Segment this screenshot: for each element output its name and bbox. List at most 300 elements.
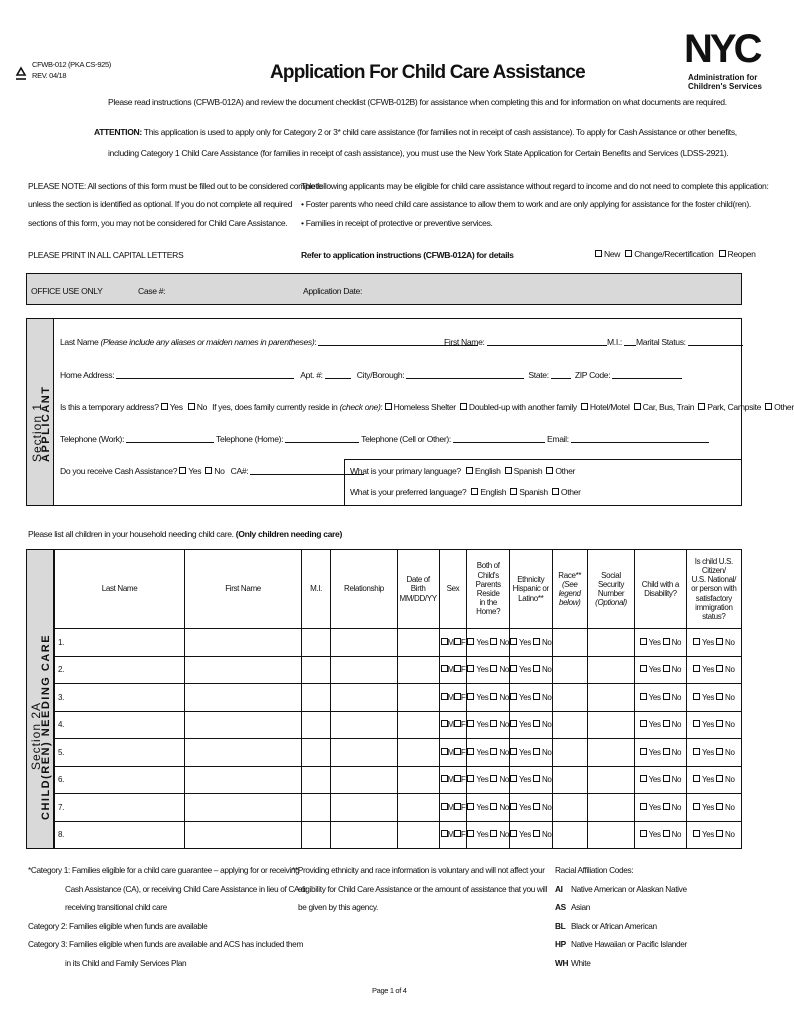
sex-m-checkbox-7[interactable] (441, 830, 448, 837)
attention-text1: This application is used to apply only for Category 2 or 3* child care assistance (for families not in receipt of cash assistance). To apply for Cash Assistance or other benefits, (143, 127, 737, 137)
cit-no-checkbox-6[interactable] (716, 803, 723, 810)
both-yes-checkbox-7[interactable] (467, 830, 474, 837)
temporary-address-row: Is this a temporary address? Yes No If yes, does family currently reside in (check one): Homeless Shelter Doubled-up with another family Hotel/Motel Car, Bus, Train Park, Campsite Other (60, 402, 794, 412)
dis-yes-checkbox-1[interactable] (640, 665, 647, 672)
child-both-parents-cell (467, 794, 510, 822)
ssn-line2: Number (597, 589, 625, 598)
homeless-shelter-label: Homeless Shelter (393, 402, 456, 412)
sex-m-label-1: M (447, 665, 454, 675)
dis-no-checkbox-6[interactable] (663, 803, 670, 810)
mi-label: M.I.: (607, 337, 622, 347)
sex-m-checkbox-4[interactable] (441, 748, 448, 755)
both-no-checkbox-0[interactable] (490, 638, 497, 645)
both-no-label-0: No (499, 637, 509, 647)
child-relationship-cell[interactable] (331, 656, 398, 684)
cit-no-label-1: No (725, 665, 735, 675)
sex-f-checkbox-0[interactable] (454, 638, 461, 645)
residence-other-label: Other (774, 402, 794, 412)
child-first-name-cell[interactable] (185, 739, 302, 767)
eth-yes-label-1: Yes (518, 665, 531, 675)
child-dob-cell[interactable] (397, 794, 439, 822)
eth-yes-label-3: Yes (518, 720, 531, 730)
ssn-line1: Social Security (597, 570, 625, 589)
cit-no-label-5: No (725, 775, 735, 785)
hotel-motel-checkbox[interactable] (581, 403, 588, 410)
child-race-cell[interactable] (552, 794, 587, 822)
dis-no-checkbox-0[interactable] (663, 638, 670, 645)
table-row (55, 794, 742, 822)
both-no-label-4: No (499, 747, 509, 757)
child-dob-cell[interactable] (397, 629, 439, 657)
dis-line2: Disability? (644, 589, 677, 598)
ethnicity-note (292, 861, 547, 917)
child-ssn-cell[interactable] (587, 821, 634, 849)
dis-yes-label-5: Yes (648, 775, 661, 785)
cit-yes-checkbox-2[interactable] (693, 693, 700, 700)
dis-yes-checkbox-6[interactable] (640, 803, 647, 810)
note-left-1: PLEASE NOTE: All sections of this form must be filled out to be considered complete (28, 181, 322, 191)
temp-no-checkbox[interactable] (188, 403, 195, 410)
table-header-row (55, 550, 742, 629)
child-last-name-cell[interactable] (55, 684, 185, 712)
agency-line1: Administration for (688, 73, 758, 82)
eth-yes-label-0: Yes (518, 637, 531, 647)
child-first-name-cell[interactable] (185, 711, 302, 739)
email-input[interactable] (571, 434, 709, 443)
sex-f-checkbox-1[interactable] (454, 665, 461, 672)
eth-no-label-7: No (541, 830, 552, 840)
section1-subtitle: APPLICANT (40, 385, 52, 462)
child-sex-cell (439, 629, 467, 657)
dis-no-label-7: No (671, 830, 682, 840)
cit-yes-checkbox-0[interactable] (693, 638, 700, 645)
sex-m-checkbox-6[interactable] (441, 803, 448, 810)
marital-row (636, 337, 743, 347)
dis-no-checkbox-5[interactable] (663, 775, 670, 782)
child-relationship-cell[interactable] (331, 684, 398, 712)
both-yes-label-3: Yes (476, 720, 489, 730)
child-relationship-cell[interactable] (331, 794, 398, 822)
city-input[interactable] (406, 370, 524, 379)
eth-yes-label-6: Yes (518, 802, 531, 812)
header-relationship: Relationship (331, 550, 398, 629)
child-citizen-cell (686, 684, 741, 712)
first-name-input[interactable] (487, 337, 607, 346)
home-address-input[interactable] (116, 370, 294, 379)
child-race-cell[interactable] (552, 629, 587, 657)
tel-home-label: Telephone (Home): (216, 434, 284, 444)
last-name-label: Last Name (60, 337, 99, 347)
header-both-parents (467, 550, 510, 629)
dis-yes-checkbox-3[interactable] (640, 720, 647, 727)
reopen-checkbox[interactable] (719, 250, 726, 257)
cit-yes-label-7: Yes (702, 830, 715, 840)
eth-no-checkbox-7[interactable] (533, 830, 540, 837)
homeless-shelter-checkbox[interactable] (385, 403, 392, 410)
both-line1: Both of Child's (476, 561, 500, 580)
both-no-checkbox-7[interactable] (490, 830, 497, 837)
preferred-english-label: English (480, 487, 507, 497)
cit-no-checkbox-5[interactable] (716, 775, 723, 782)
race-code: AS (555, 902, 566, 912)
eth-line1: Ethnicity (517, 575, 545, 585)
cash-no-checkbox[interactable] (205, 467, 212, 474)
cit-yes-checkbox-3[interactable] (693, 720, 700, 727)
child-ssn-cell[interactable] (587, 629, 634, 657)
race-label: Asian (571, 902, 591, 912)
dis-no-checkbox-4[interactable] (663, 748, 670, 755)
eth-yes-checkbox-5[interactable] (510, 775, 517, 782)
child-disability-cell (635, 629, 687, 657)
eth-no-checkbox-2[interactable] (533, 693, 540, 700)
eth-no-label-6: No (541, 802, 552, 812)
child-dob-cell[interactable] (397, 766, 439, 794)
dis-yes-label-6: Yes (648, 802, 661, 812)
race-code: HP (555, 939, 566, 949)
dis-no-label-6: No (671, 802, 682, 812)
child-dob-cell[interactable] (397, 684, 439, 712)
case-number-label: Case #: (138, 286, 166, 296)
both-yes-checkbox-3[interactable] (467, 720, 474, 727)
child-mi-cell[interactable] (302, 656, 331, 684)
cit-no-label-4: No (725, 747, 735, 757)
child-first-name-cell[interactable] (185, 656, 302, 684)
dis-no-checkbox-1[interactable] (663, 665, 670, 672)
child-last-name-cell[interactable] (55, 766, 185, 794)
both-yes-checkbox-0[interactable] (467, 638, 474, 645)
both-yes-label-2: Yes (476, 692, 489, 702)
section2a-intro-text: Please list all children in your household needing child care. (28, 529, 234, 539)
cit-yes-checkbox-1[interactable] (693, 665, 700, 672)
dis-line1: Child with a (641, 579, 679, 589)
child-disability-cell (635, 711, 687, 739)
eth-no-label-2: No (541, 692, 552, 702)
table-row (55, 739, 742, 767)
cit-no-checkbox-1[interactable] (716, 665, 723, 672)
sex-m-checkbox-3[interactable] (441, 720, 448, 727)
car-bus-train-checkbox[interactable] (634, 403, 641, 410)
child-last-name-cell[interactable] (55, 711, 185, 739)
child-race-cell[interactable] (552, 656, 587, 684)
race-list (555, 880, 687, 973)
tel-cell-input[interactable] (453, 434, 545, 443)
sex-m-label-3: M (447, 720, 454, 730)
apt-input[interactable] (325, 370, 351, 379)
eth-note-line2: eligibility for Child Care Assistance or the amount of assistance that you will (298, 883, 548, 894)
header-first-name: First Name (185, 550, 302, 629)
cit-no-label-3: No (725, 720, 735, 730)
sex-f-label-2: F (460, 692, 466, 702)
state-input[interactable] (551, 370, 571, 379)
eth-no-label-4: No (541, 747, 552, 757)
dis-yes-checkbox-0[interactable] (640, 638, 647, 645)
dis-yes-checkbox-7[interactable] (640, 830, 647, 837)
note-left-3: sections of this form, you may not be considered for Child Care Assistance. (28, 218, 288, 228)
child-mi-cell[interactable] (302, 766, 331, 794)
race-code-item (555, 935, 687, 954)
header-disability (635, 550, 687, 629)
sex-m-label-5: M (447, 775, 454, 785)
race-code-item (555, 880, 687, 899)
cit-line1: Is child U.S. Citizen/ (694, 556, 733, 576)
child-first-name-cell[interactable] (185, 766, 302, 794)
child-citizen-cell (686, 794, 741, 822)
both-no-checkbox-6[interactable] (490, 803, 497, 810)
child-race-cell[interactable] (552, 739, 587, 767)
both-no-checkbox-1[interactable] (490, 665, 497, 672)
both-line3: in the Home? (476, 598, 501, 617)
child-relationship-cell[interactable] (331, 766, 398, 794)
header-citizen (686, 550, 741, 629)
cit-yes-checkbox-5[interactable] (693, 775, 700, 782)
hotel-motel-label: Hotel/Motel (589, 402, 630, 412)
child-race-cell[interactable] (552, 684, 587, 712)
child-sex-cell (439, 766, 467, 794)
child-dob-cell[interactable] (397, 739, 439, 767)
cat2-line: Category 2: Families eligible when funds are available (28, 920, 208, 931)
marital-input[interactable] (688, 337, 743, 346)
cit-no-checkbox-0[interactable] (716, 638, 723, 645)
dis-yes-checkbox-4[interactable] (640, 748, 647, 755)
child-race-cell[interactable] (552, 766, 587, 794)
both-yes-label-6: Yes (476, 802, 489, 812)
child-mi-cell[interactable] (302, 629, 331, 657)
child-ssn-cell[interactable] (587, 711, 634, 739)
child-both-parents-cell (467, 656, 510, 684)
section2a-intro-bold: (Only children needing care) (235, 529, 342, 539)
eth-no-checkbox-1[interactable] (533, 665, 540, 672)
child-ethnicity-cell (509, 656, 552, 684)
cash-no-label: No (214, 466, 225, 476)
child-relationship-cell[interactable] (331, 821, 398, 849)
new-checkbox[interactable] (595, 250, 602, 257)
ssn-line3: (Optional) (595, 598, 627, 608)
dis-no-label-4: No (671, 747, 682, 757)
child-mi-cell[interactable] (302, 739, 331, 767)
row-number: 7. (58, 802, 64, 812)
child-citizen-cell (686, 711, 741, 739)
child-ethnicity-cell (509, 794, 552, 822)
tel-home-input[interactable] (285, 434, 359, 443)
child-both-parents-cell (467, 766, 510, 794)
eth-yes-checkbox-7[interactable] (510, 830, 517, 837)
eth-yes-checkbox-2[interactable] (510, 693, 517, 700)
both-no-checkbox-2[interactable] (490, 693, 497, 700)
eth-no-checkbox-3[interactable] (533, 720, 540, 727)
child-first-name-cell[interactable] (185, 821, 302, 849)
cit-yes-checkbox-4[interactable] (693, 748, 700, 755)
tel-cell-label: Telephone (Cell or Other): (361, 434, 451, 444)
child-mi-cell[interactable] (302, 684, 331, 712)
sex-m-checkbox-0[interactable] (441, 638, 448, 645)
eth-yes-checkbox-0[interactable] (510, 638, 517, 645)
child-dob-cell[interactable] (397, 656, 439, 684)
row-number: 5. (58, 747, 64, 757)
race-code: WH (555, 957, 569, 968)
cit-no-checkbox-3[interactable] (716, 720, 723, 727)
child-ssn-cell[interactable] (587, 684, 634, 712)
child-last-name-cell[interactable] (55, 629, 185, 657)
child-dob-cell[interactable] (397, 821, 439, 849)
cit-no-checkbox-2[interactable] (716, 693, 723, 700)
dis-no-checkbox-3[interactable] (663, 720, 670, 727)
last-name-note: (Please include any aliases or maiden names in parentheses) (100, 337, 315, 347)
sex-m-checkbox-1[interactable] (441, 665, 448, 672)
attention-label: ATTENTION: (94, 127, 142, 137)
child-ssn-cell[interactable] (587, 739, 634, 767)
child-last-name-cell[interactable] (55, 794, 185, 822)
park-campsite-checkbox[interactable] (698, 403, 705, 410)
child-race-cell[interactable] (552, 711, 587, 739)
both-no-label-2: No (499, 692, 509, 702)
sex-f-checkbox-3[interactable] (454, 720, 461, 727)
dis-yes-label-2: Yes (648, 692, 661, 702)
both-yes-checkbox-1[interactable] (467, 665, 474, 672)
child-first-name-cell[interactable] (185, 794, 302, 822)
race-label: Native Hawaiian or Pacific Islander (571, 939, 687, 949)
child-dob-cell[interactable] (397, 711, 439, 739)
both-no-checkbox-5[interactable] (490, 775, 497, 782)
cit-no-checkbox-7[interactable] (716, 830, 723, 837)
cit-line2: U.S. National/ (691, 575, 737, 585)
child-mi-cell[interactable] (302, 821, 331, 849)
row-number: 6. (58, 775, 64, 785)
mi-input[interactable] (624, 337, 636, 346)
eth-yes-checkbox-3[interactable] (510, 720, 517, 727)
child-ssn-cell[interactable] (587, 794, 634, 822)
dis-no-label-1: No (671, 665, 682, 675)
eth-no-checkbox-5[interactable] (533, 775, 540, 782)
both-no-checkbox-3[interactable] (490, 720, 497, 727)
child-relationship-cell[interactable] (331, 629, 398, 657)
first-name-label: First Name: (444, 337, 485, 347)
dis-no-label-3: No (671, 720, 682, 730)
eth-line3: Latino** (518, 593, 544, 603)
preferred-language-question: What is your preferred language? (350, 487, 467, 497)
doubled-up-checkbox[interactable] (460, 403, 467, 410)
cit-yes-checkbox-6[interactable] (693, 803, 700, 810)
eth-yes-checkbox-4[interactable] (510, 748, 517, 755)
child-citizen-cell (686, 821, 741, 849)
first-name-row (444, 337, 607, 347)
both-no-checkbox-4[interactable] (490, 748, 497, 755)
eth-yes-checkbox-1[interactable] (510, 665, 517, 672)
print-caps-note: PLEASE PRINT IN ALL CAPITAL LETTERS (28, 250, 184, 260)
office-use-bar (26, 273, 742, 305)
child-ethnicity-cell (509, 711, 552, 739)
eth-no-label-5: No (541, 775, 552, 785)
table-row (55, 656, 742, 684)
temp-yes-checkbox[interactable] (161, 403, 168, 410)
cat3-line2: in its Child and Family Services Plan (65, 957, 187, 968)
dis-yes-checkbox-2[interactable] (640, 693, 647, 700)
child-mi-cell[interactable] (302, 711, 331, 739)
child-race-cell[interactable] (552, 821, 587, 849)
eth-no-label-0: No (541, 637, 552, 647)
child-ssn-cell[interactable] (587, 656, 634, 684)
dis-no-checkbox-7[interactable] (663, 830, 670, 837)
child-first-name-cell[interactable] (185, 629, 302, 657)
primary-english-label: English (474, 466, 501, 476)
both-yes-label-4: Yes (476, 747, 489, 757)
both-yes-checkbox-5[interactable] (467, 775, 474, 782)
child-relationship-cell[interactable] (331, 711, 398, 739)
both-yes-checkbox-4[interactable] (467, 748, 474, 755)
child-last-name-cell[interactable] (55, 739, 185, 767)
child-relationship-cell[interactable] (331, 739, 398, 767)
sex-m-label-0: M (447, 637, 454, 647)
child-ssn-cell[interactable] (587, 766, 634, 794)
child-both-parents-cell (467, 684, 510, 712)
cit-yes-checkbox-7[interactable] (693, 830, 700, 837)
dis-yes-label-4: Yes (648, 747, 661, 757)
both-no-label-7: No (499, 830, 509, 840)
sex-f-checkbox-4[interactable] (454, 748, 461, 755)
eth-no-checkbox-4[interactable] (533, 748, 540, 755)
sex-f-label-6: F (460, 802, 466, 812)
change-recert-checkbox[interactable] (625, 250, 632, 257)
sex-m-checkbox-2[interactable] (441, 693, 448, 700)
child-sex-cell (439, 739, 467, 767)
race-label: Native American or Alaskan Native (571, 883, 687, 894)
cit-no-checkbox-4[interactable] (716, 748, 723, 755)
child-both-parents-cell (467, 821, 510, 849)
section1-label: Section 1 (30, 402, 44, 462)
both-yes-checkbox-6[interactable] (467, 803, 474, 810)
dis-yes-checkbox-5[interactable] (640, 775, 647, 782)
eth-no-checkbox-6[interactable] (533, 803, 540, 810)
both-yes-checkbox-2[interactable] (467, 693, 474, 700)
state-label: State: (528, 370, 549, 380)
sex-f-checkbox-7[interactable] (454, 830, 461, 837)
eth-yes-checkbox-6[interactable] (510, 803, 517, 810)
section2a-title: Section 2A (29, 701, 43, 770)
zip-input[interactable] (612, 370, 682, 379)
residence-other-checkbox[interactable] (765, 403, 772, 410)
cit-yes-label-5: Yes (702, 775, 715, 785)
cat3-line1: Category 3: Families eligible when funds are available and ACS has included them (28, 939, 304, 949)
mi-row (607, 337, 636, 347)
child-rows (55, 629, 742, 849)
child-first-name-cell[interactable] (185, 684, 302, 712)
table-row (55, 711, 742, 739)
child-last-name-cell[interactable] (55, 656, 185, 684)
sex-f-checkbox-5[interactable] (454, 775, 461, 782)
note-right-intro: The following applicants may be eligible for child care assistance without regard to income and do not need to complete this application: (301, 181, 769, 191)
eth-no-checkbox-0[interactable] (533, 638, 540, 645)
note-right-bullet-1: • Foster parents who need child care assistance to allow them to work and are only applying for assistance for the foster child(ren). (301, 199, 751, 209)
race-code: BL (555, 920, 566, 931)
child-mi-cell[interactable] (302, 794, 331, 822)
eth-line2: Hispanic or (512, 584, 549, 594)
sex-m-checkbox-5[interactable] (441, 775, 448, 782)
dis-yes-label-7: Yes (648, 830, 661, 840)
ca-number-label: CA#: (230, 466, 249, 476)
header-last-name: Last Name (55, 550, 185, 629)
race-line1: Race** (558, 570, 582, 580)
sex-m-label-6: M (447, 802, 454, 812)
child-citizen-cell (686, 766, 741, 794)
sex-f-checkbox-6[interactable] (454, 803, 461, 810)
dis-no-checkbox-2[interactable] (663, 693, 670, 700)
sex-f-checkbox-2[interactable] (454, 693, 461, 700)
race-line2: (See legend (558, 579, 581, 598)
cash-yes-checkbox[interactable] (179, 467, 186, 474)
tel-work-input[interactable] (126, 434, 214, 443)
child-last-name-cell[interactable] (55, 821, 185, 849)
child-ethnicity-cell (509, 766, 552, 794)
child-disability-cell (635, 656, 687, 684)
